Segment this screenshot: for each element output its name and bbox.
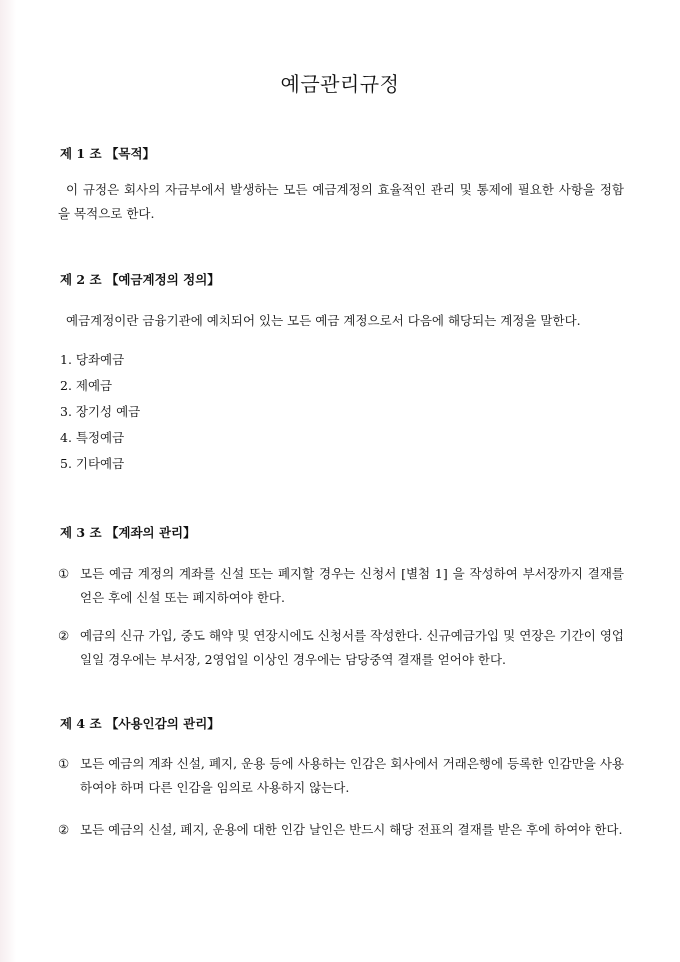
list-item: 2. 제예금 [60, 378, 113, 393]
article-2-paragraph: 예금계정이란 금융기관에 예치되어 있는 모든 예금 계정으로서 다음에 해당되는 계정을 말한다. [66, 313, 581, 328]
item-number: ② [58, 628, 70, 643]
item-number: ② [58, 822, 70, 837]
article-4-item-2 [58, 818, 624, 842]
item-text: 모든 예금의 계좌 신설, 폐지, 운용 등에 사용하는 인감은 회사에서 거래은행에 등록한 인감만을 사용하여야 하며 다른 인감을 임의로 사용하지 않는다. [80, 756, 624, 795]
item-text: 예금의 신규 가입, 중도 해약 및 연장시에도 신청서를 작성한다. 신규예금가입 및 연장은 기간이 영업일일 경우에는 부서장, 2영업일 이상인 경우에는 담당중역 결재를 얻어야 한다. [80, 628, 624, 667]
list-item: 4. 특정예금 [60, 430, 125, 445]
article-2-heading: 제 2 조 【예금계정의 정의】 [60, 272, 220, 287]
list-item: 3. 장기성 예금 [60, 404, 141, 419]
article-1-paragraph: 이 규정은 회사의 자금부에서 발생하는 모든 예금계정의 효율적인 관리 및 통제에 필요한 사항을 정함을 목적으로 한다. [58, 182, 624, 221]
article-3-item-1 [58, 562, 624, 610]
article-4-item-1 [58, 752, 624, 800]
list-item: 5. 기타예금 [60, 456, 125, 471]
article-3-heading: 제 3 조 【계좌의 관리】 [60, 525, 196, 540]
item-number: ① [58, 756, 70, 771]
document-title: 예금관리규정 [280, 72, 400, 96]
article-3-item-2 [58, 624, 624, 672]
article-4-heading: 제 4 조 【사용인감의 관리】 [60, 716, 220, 731]
article-1-heading: 제 1 조 【목적】 [60, 146, 156, 161]
item-number: ① [58, 566, 70, 581]
list-item: 1. 당좌예금 [60, 352, 125, 367]
item-text: 모든 예금 계정의 계좌를 신설 또는 폐지할 경우는 신청서 [별첨 1] 을 작성하여 부서장까지 결재를 얻은 후에 신설 또는 폐지하여야 한다. [80, 566, 624, 605]
deposit-type-list [60, 347, 140, 477]
item-text: 모든 예금의 신설, 폐지, 운용에 대한 인감 날인은 반드시 해당 전표의 결재를 받은 후에 하여야 한다. [80, 822, 623, 837]
